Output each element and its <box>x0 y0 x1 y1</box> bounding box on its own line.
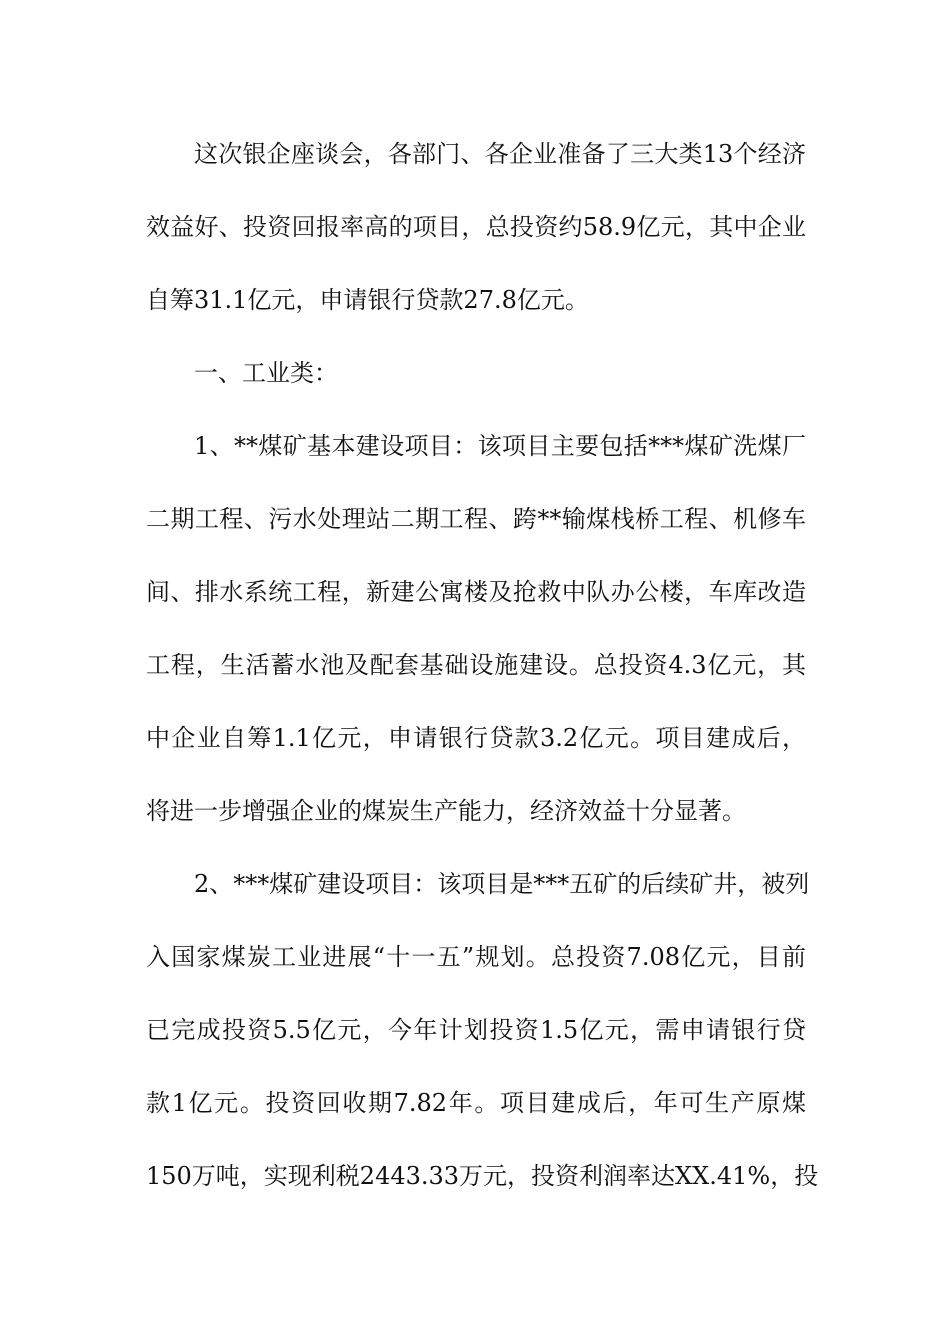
text-line: 这次银企座谈会，各部门、各企业准备了三大类13个经济 <box>194 140 806 168</box>
text-line: 间、排水系统工程，新建公寓楼及抢救中队办公楼，车库改造 <box>146 578 806 606</box>
text-line: 入国家煤炭工业进展“十一五”规划。总投资7.08亿元，目前 <box>146 943 806 971</box>
text-line: 已完成投资5.5亿元，今年计划投资1.5亿元，需申请银行贷 <box>146 1016 806 1044</box>
section-heading: 一、工业类： <box>194 359 338 387</box>
text-line: 款1亿元。投资回收期7.82年。项目建成后，年可生产原煤 <box>146 1089 806 1117</box>
text-line: 1、**煤矿基本建设项目：该项目主要包括***煤矿洗煤厂 <box>194 432 806 460</box>
text-line: 2、***煤矿建设项目：该项目是***五矿的后续矿井，被列 <box>194 870 810 898</box>
text-line: 工程，生活蓄水池及配套基础设施建设。总投资4.3亿元，其 <box>146 651 806 679</box>
text-line: 效益好、投资回报率高的项目，总投资约58.9亿元，其中企业 <box>146 213 806 241</box>
text-line: 150万吨，实现利税2443.33万元，投资利润率达XX.41%，投 <box>146 1162 819 1190</box>
text-line: 二期工程、污水处理站二期工程、跨**输煤栈桥工程、机修车 <box>146 505 806 533</box>
document-body <box>146 118 819 1213</box>
text-line: 自筹31.1亿元，申请银行贷款27.8亿元。 <box>146 286 589 314</box>
text-line: 将进一步增强企业的煤炭生产能力，经济效益十分显著。 <box>146 797 746 825</box>
text-line: 中企业自筹1.1亿元，申请银行贷款3.2亿元。项目建成后， <box>146 724 806 752</box>
